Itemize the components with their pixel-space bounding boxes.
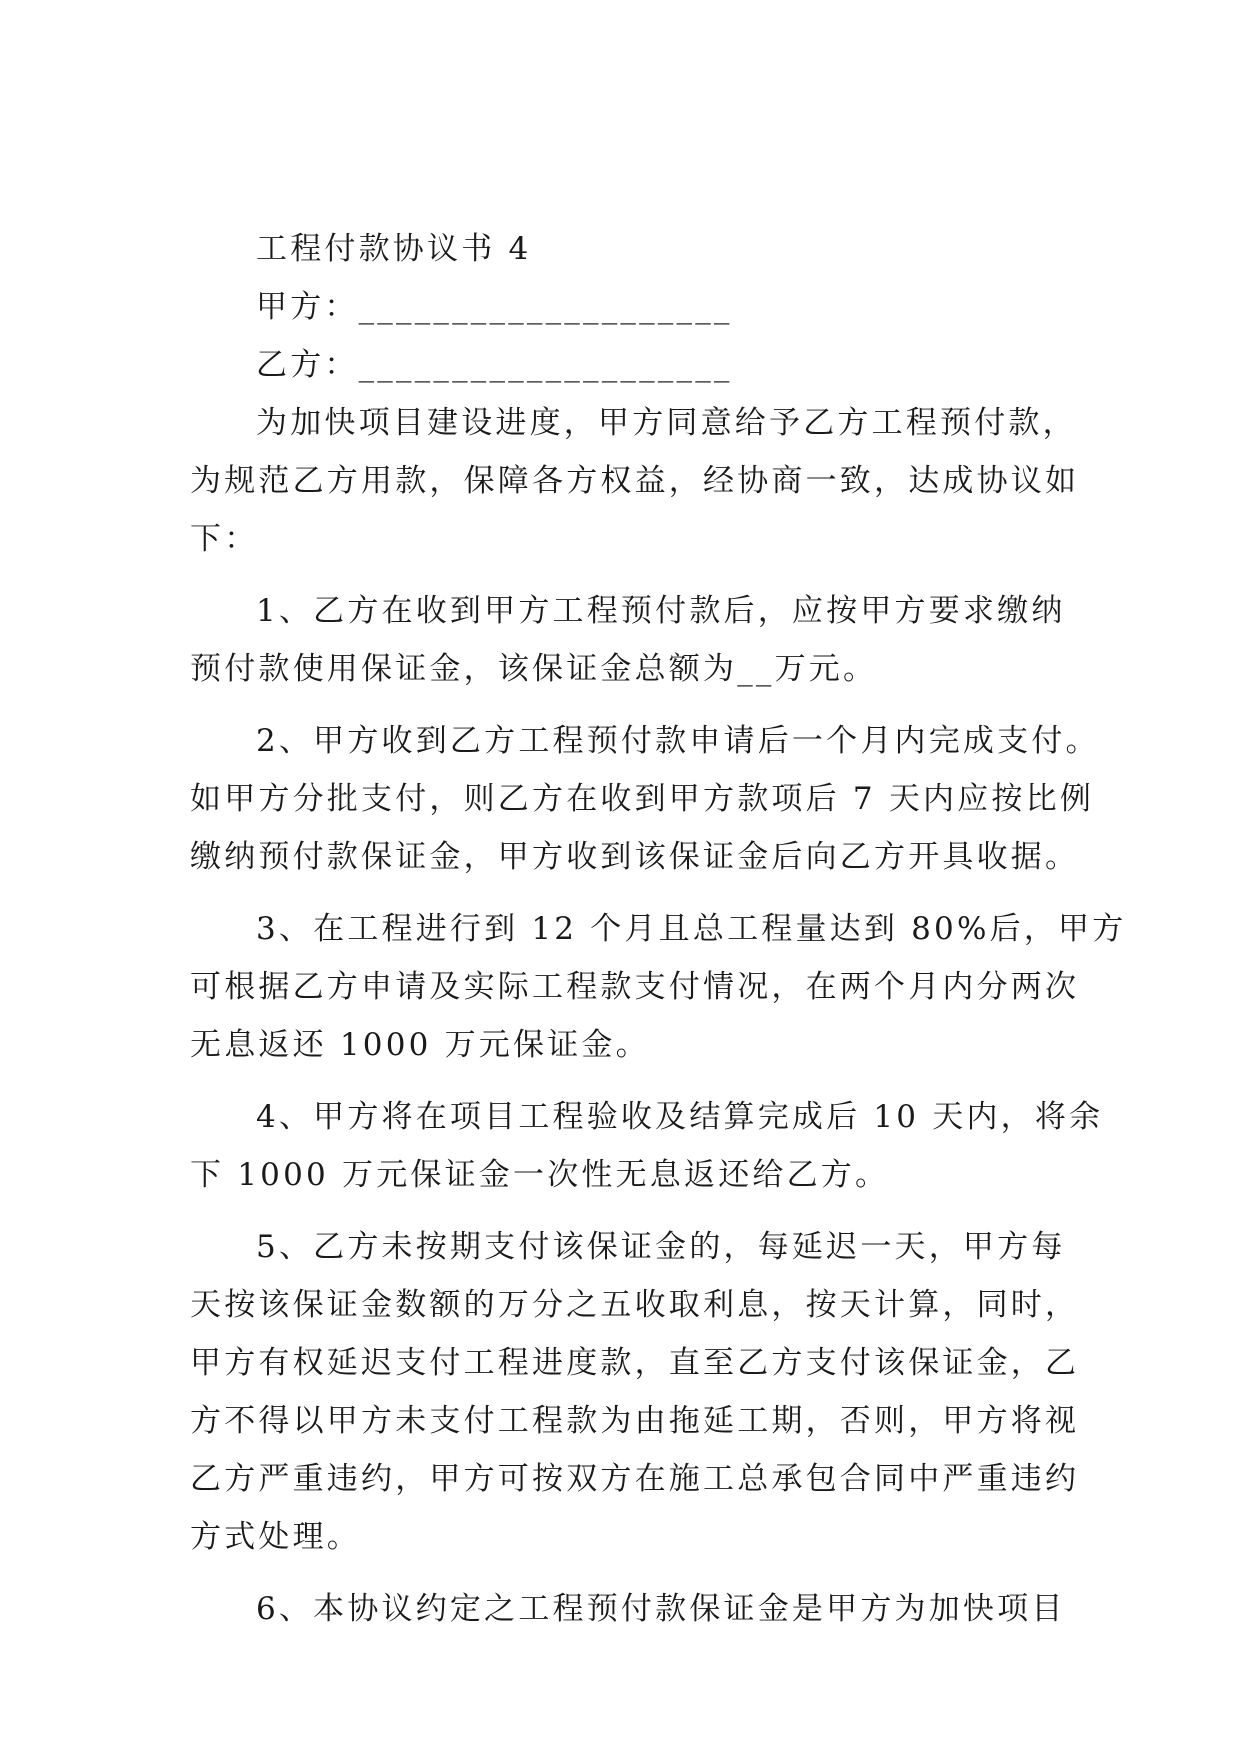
clause-line: 可根据乙方申请及实际工程款支付情况，在两个月内分两次 — [190, 969, 1080, 1005]
intro-paragraph — [190, 394, 1080, 568]
clause-line: 如甲方分批支付，则乙方在收到甲方款项后 7 天内应按比例 — [190, 781, 1095, 817]
clause-line: 甲方有权延迟支付工程进度款，直至乙方支付该保证金，乙 — [190, 1345, 1080, 1381]
document-body — [190, 220, 1127, 1638]
document-title: 工程付款协议书 4 — [256, 231, 532, 267]
clause-5 — [190, 1218, 1080, 1566]
clause-line: 缴纳预付款保证金，甲方收到该保证金后向乙方开具收据。 — [190, 839, 1080, 875]
clause-line: 1、乙方在收到甲方工程预付款后，应按甲方要求缴纳 — [256, 593, 1066, 629]
clause-line: 方式处理。 — [190, 1519, 361, 1555]
party-b-line: 乙方：____________________ — [256, 347, 733, 383]
clause-line: 2、甲方收到乙方工程预付款申请后一个月内完成支付。 — [256, 723, 1100, 759]
clause-2 — [190, 712, 1100, 886]
clause-line: 3、在工程进行到 12 个月且总工程量达到 80%后，甲方 — [256, 911, 1127, 947]
clause-line: 方不得以甲方未支付工程款为由拖延工期，否则，甲方将视 — [190, 1403, 1080, 1439]
clause-line: 6、本协议约定之工程预付款保证金是甲方为加快项目 — [256, 1591, 1066, 1627]
clause-line: 天按该保证金数额的万分之五收取利息，按天计算，同时， — [190, 1287, 1080, 1323]
clause-line: 预付款使用保证金，该保证金总额为__万元。 — [190, 651, 878, 687]
clause-line: 5、乙方未按期支付该保证金的，每延迟一天，甲方每 — [256, 1229, 1066, 1265]
intro-line: 下： — [190, 521, 259, 557]
clause-4 — [190, 1088, 1104, 1204]
clause-1 — [190, 582, 1066, 698]
clause-3 — [190, 900, 1127, 1074]
intro-line: 为规范乙方用款，保障各方权益，经协商一致，达成协议如 — [190, 463, 1080, 499]
clause-line: 无息返还 1000 万元保证金。 — [190, 1027, 650, 1063]
party-a-line: 甲方：____________________ — [256, 289, 733, 325]
intro-line: 为加快项目建设进度，甲方同意给予乙方工程预付款， — [256, 405, 1077, 441]
clause-line: 下 1000 万元保证金一次性无息返还给乙方。 — [190, 1157, 890, 1193]
clause-line: 乙方严重违约，甲方可按双方在施工总承包合同中严重违约 — [190, 1461, 1080, 1497]
clause-line: 4、甲方将在项目工程验收及结算完成后 10 天内，将余 — [256, 1099, 1104, 1135]
clause-6 — [190, 1580, 1066, 1638]
